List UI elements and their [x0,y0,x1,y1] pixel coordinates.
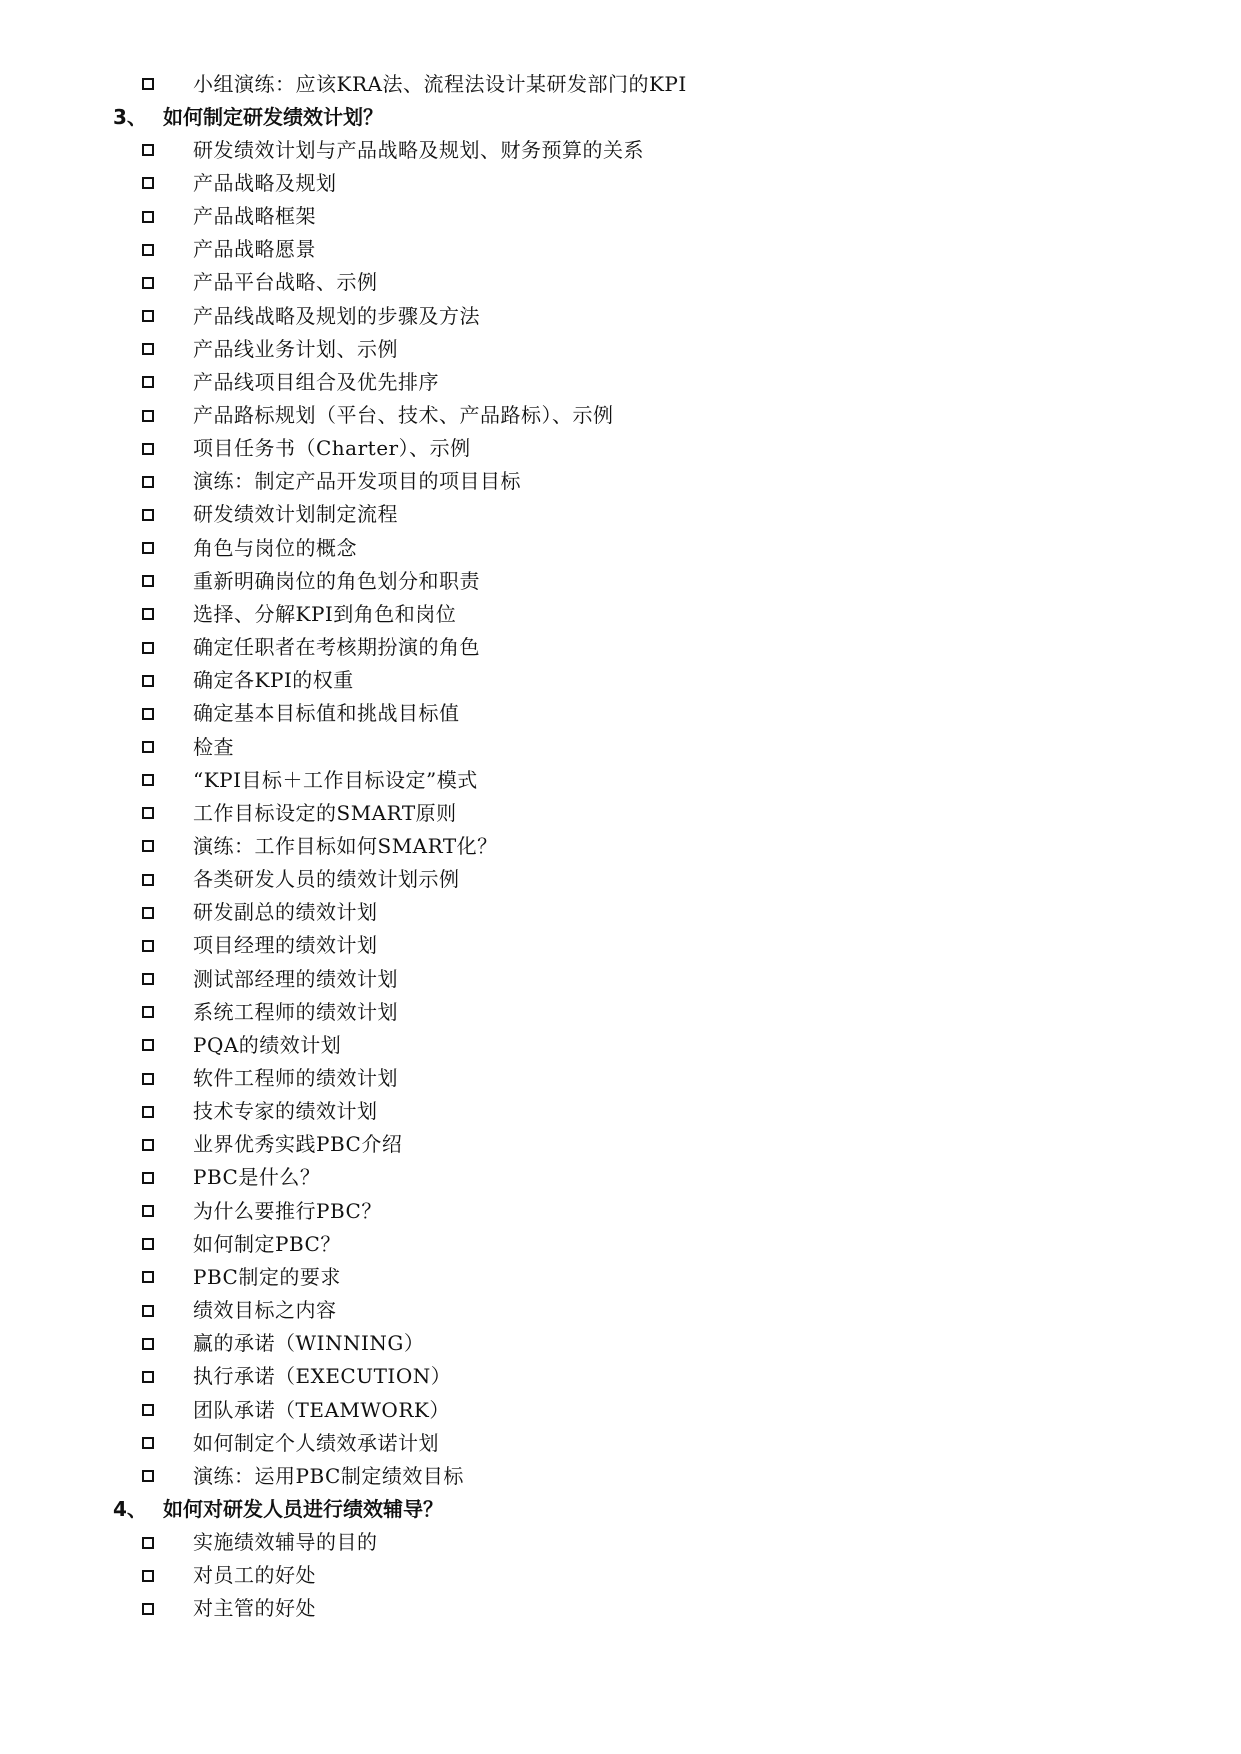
checkbox-bullet-icon [142,907,154,919]
section-title: 如何对研发人员进行绩效辅导？ [163,1496,443,1521]
checkbox-bullet-icon [142,1437,154,1449]
list-item [0,333,1241,366]
list-item [0,134,1241,167]
checkbox-bullet-icon [142,1338,154,1350]
checkbox-bullet-icon [142,376,154,388]
list-item [0,1062,1241,1095]
list-item [0,1261,1241,1294]
list-item-text: 技术专家的绩效计划 [193,1099,378,1124]
checkbox-bullet-icon [142,973,154,985]
list-item-text: 软件工程师的绩效计划 [193,1066,398,1090]
list-item-text: 研发副总的绩效计划 [193,900,378,925]
checkbox-bullet-icon [142,1205,154,1217]
checkbox-bullet-icon [142,874,154,886]
list-item [0,498,1241,531]
list-item-text: 重新明确岗位的角色划分和职责 [193,568,480,593]
list-item [0,432,1241,465]
list-item [0,266,1241,299]
list-item [0,366,1241,399]
list-item [0,598,1241,631]
list-item [0,1161,1241,1194]
checkbox-bullet-icon [142,211,154,223]
list-item [0,1228,1241,1261]
list-item [0,830,1241,863]
checkbox-bullet-icon [142,1006,154,1018]
list-item-text: 演练：运用PBC制定绩效目标 [193,1463,464,1488]
list-item [0,1394,1241,1427]
list-item-text: 产品线项目组合及优先排序 [193,369,439,394]
section-title: 如何制定研发绩效计划？ [163,104,383,129]
checkbox-bullet-icon [142,78,154,90]
list-item [0,1592,1241,1625]
section-heading [0,1493,1241,1526]
list-item [0,565,1241,598]
checkbox-bullet-icon [142,840,154,852]
list-item [0,996,1241,1029]
checkbox-bullet-icon [142,1404,154,1416]
checkbox-bullet-icon [142,1106,154,1118]
checkbox-bullet-icon [142,1073,154,1085]
checkbox-bullet-icon [142,1305,154,1317]
list-item [0,963,1241,996]
list-item-text: 工作目标设定的SMART原则 [193,800,457,825]
list-item-text: 产品线业务计划、示例 [193,336,398,361]
list-item-text: 检查 [193,734,234,759]
list-item-text: 产品平台战略、示例 [193,270,378,295]
list-item [0,68,1241,101]
list-item-text: 如何制定个人绩效承诺计划 [193,1430,439,1455]
list-item-text: PBC制定的要求 [193,1264,341,1289]
list-item-text: 演练：工作目标如何SMART化？ [193,833,498,858]
checkbox-bullet-icon [142,509,154,521]
list-item [0,200,1241,233]
list-item-text: 执行承诺（EXECUTION） [193,1364,452,1389]
list-item-text: 产品战略及规划 [193,170,337,195]
checkbox-bullet-icon [142,1172,154,1184]
list-item [0,797,1241,830]
list-item [0,1559,1241,1592]
checkbox-bullet-icon [142,1271,154,1283]
section-number: 3、 [113,104,147,129]
list-item [0,1294,1241,1327]
list-item [0,1095,1241,1128]
list-item [0,631,1241,664]
checkbox-bullet-icon [142,1238,154,1250]
list-item [0,697,1241,730]
list-item [0,1195,1241,1228]
section-heading [0,101,1241,134]
checkbox-bullet-icon [142,1570,154,1582]
checkbox-bullet-icon [142,277,154,289]
list-item-text: 业界优秀实践PBC介绍 [193,1132,403,1157]
list-item-text: 产品战略愿景 [193,237,316,262]
list-item-text: 对员工的好处 [193,1563,316,1588]
list-item-text: 确定各KPI的权重 [193,668,354,693]
list-item-text: 项目任务书（Charter）、示例 [193,436,471,461]
list-item-text: 赢的承诺（WINNING） [193,1331,425,1356]
list-item-text: 研发绩效计划与产品战略及规划、财务预算的关系 [193,137,644,162]
list-item [0,465,1241,498]
checkbox-bullet-icon [142,1537,154,1549]
checkbox-bullet-icon [142,608,154,620]
list-item [0,1327,1241,1360]
list-item-text: 产品战略框架 [193,204,316,229]
list-item-text: 产品路标规划（平台、技术、产品路标）、示例 [193,403,614,427]
list-item [0,1128,1241,1161]
list-item [0,1526,1241,1559]
checkbox-bullet-icon [142,177,154,189]
list-item-text: 如何制定PBC？ [193,1231,341,1256]
list-item-text: 选择、分解KPI到角色和岗位 [193,601,457,626]
list-item-text: 各类研发人员的绩效计划示例 [193,867,460,892]
list-item-text: “KPI目标＋工作目标设定”模式 [193,767,478,792]
list-item [0,1427,1241,1460]
checkbox-bullet-icon [142,708,154,720]
checkbox-bullet-icon [142,1039,154,1051]
checkbox-bullet-icon [142,1603,154,1615]
checkbox-bullet-icon [142,542,154,554]
checkbox-bullet-icon [142,675,154,687]
list-item-text: 项目经理的绩效计划 [193,933,378,958]
list-item-text: 确定任职者在考核期扮演的角色 [193,635,480,660]
list-item-text: 团队承诺（TEAMWORK） [193,1397,450,1422]
list-item [0,764,1241,797]
list-item-text: 演练：制定产品开发项目的项目目标 [193,469,521,494]
checkbox-bullet-icon [142,1139,154,1151]
list-item-text: 研发绩效计划制定流程 [193,502,398,527]
checkbox-bullet-icon [142,410,154,422]
list-item [0,1360,1241,1393]
list-item-text: 确定基本目标值和挑战目标值 [193,701,460,726]
checkbox-bullet-icon [142,774,154,786]
list-item [0,1460,1241,1493]
list-item-text: PBC是什么？ [193,1165,321,1190]
checkbox-bullet-icon [142,144,154,156]
list-item-text: 角色与岗位的概念 [193,535,357,560]
list-item [0,532,1241,565]
section-number: 4、 [113,1496,147,1521]
checkbox-bullet-icon [142,1470,154,1482]
list-item-text: 小组演练：应该KRA法、流程法设计某研发部门的KPI [193,71,687,96]
list-item-text: 系统工程师的绩效计划 [193,999,398,1024]
checkbox-bullet-icon [142,310,154,322]
list-item [0,1029,1241,1062]
list-item [0,167,1241,200]
list-item [0,731,1241,764]
checkbox-bullet-icon [142,807,154,819]
list-item [0,863,1241,896]
list-item-text: 实施绩效辅导的目的 [193,1530,378,1555]
checkbox-bullet-icon [142,741,154,753]
list-item-text: PQA的绩效计划 [193,1032,342,1057]
list-item [0,664,1241,697]
list-item [0,929,1241,962]
checkbox-bullet-icon [142,476,154,488]
list-item-text: 测试部经理的绩效计划 [193,966,398,991]
list-item [0,399,1241,432]
checkbox-bullet-icon [142,940,154,952]
checkbox-bullet-icon [142,642,154,654]
list-item [0,300,1241,333]
checkbox-bullet-icon [142,343,154,355]
checkbox-bullet-icon [142,443,154,455]
checkbox-bullet-icon [142,244,154,256]
list-item-text: 绩效目标之内容 [193,1298,337,1323]
list-item-text: 为什么要推行PBC？ [193,1198,382,1223]
list-item [0,896,1241,929]
list-item-text: 对主管的好处 [193,1596,316,1621]
checkbox-bullet-icon [142,575,154,587]
list-item-text: 产品线战略及规划的步骤及方法 [193,303,480,328]
checkbox-bullet-icon [142,1371,154,1383]
list-item [0,233,1241,266]
